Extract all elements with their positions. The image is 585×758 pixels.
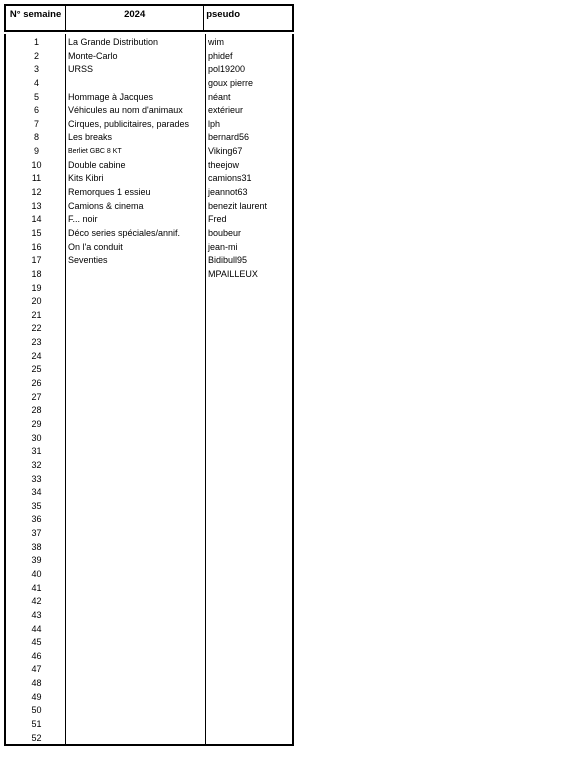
theme-cell	[65, 650, 205, 664]
pseudo-cell	[205, 322, 292, 336]
pseudo-cell	[205, 513, 292, 527]
week-number-cell: 19	[31, 282, 42, 293]
table-row	[6, 159, 292, 173]
pseudo-cell	[205, 568, 292, 582]
theme-cell: Camions & cinema	[68, 200, 144, 211]
week-number-cell: 42	[31, 596, 42, 607]
header-pseudo: pseudo	[206, 9, 240, 20]
week-number-cell: 47	[31, 664, 42, 675]
theme-cell	[65, 609, 205, 623]
column-divider	[65, 34, 66, 744]
week-number-cell: 9	[33, 146, 39, 157]
theme-cell	[65, 336, 205, 350]
week-number-cell: 48	[31, 678, 42, 689]
theme-cell	[65, 473, 205, 487]
theme-cell: Déco series spéciales/annif.	[68, 227, 181, 238]
table-row	[6, 445, 292, 459]
theme-cell	[65, 568, 205, 582]
theme-cell: Kits Kibri	[68, 173, 104, 184]
table-row	[6, 404, 292, 418]
week-number-cell: 49	[31, 691, 42, 702]
week-number-cell: 8	[33, 132, 39, 143]
schedule-table	[4, 4, 294, 746]
pseudo-cell	[205, 718, 292, 732]
pseudo-cell: Viking67	[208, 146, 243, 157]
theme-cell: Cirques, publicitaires, parades	[68, 118, 190, 129]
table-row	[6, 322, 292, 336]
week-number-cell: 10	[31, 159, 42, 170]
theme-cell: Double cabine	[68, 159, 126, 170]
table-row	[6, 295, 292, 309]
week-number-cell: 31	[31, 446, 42, 457]
pseudo-cell	[205, 363, 292, 377]
pseudo-cell	[205, 432, 292, 446]
theme-cell	[65, 404, 205, 418]
week-number-cell: 52	[31, 732, 42, 743]
pseudo-cell: extérieur	[208, 105, 244, 116]
pseudo-cell	[205, 582, 292, 596]
pseudo-cell	[205, 336, 292, 350]
pseudo-cell: jeannot63	[208, 187, 248, 198]
theme-cell: La Grande Distribution	[68, 37, 159, 47]
theme-cell: Remorques 1 essieu	[68, 187, 151, 198]
pseudo-cell: theejow	[208, 159, 240, 170]
table-row	[6, 213, 292, 227]
theme-cell	[65, 77, 205, 91]
pseudo-cell	[205, 732, 292, 746]
table-row	[6, 636, 292, 650]
week-number-cell: 15	[31, 227, 42, 238]
week-number-cell: 25	[31, 364, 42, 375]
table-row	[6, 732, 292, 746]
pseudo-cell	[205, 677, 292, 691]
table-body	[4, 34, 294, 746]
table-row	[6, 582, 292, 596]
pseudo-cell: boubeur	[208, 227, 242, 238]
week-number-cell: 33	[31, 473, 42, 484]
theme-cell	[65, 500, 205, 514]
week-number-cell: 13	[31, 200, 42, 211]
pseudo-cell	[205, 473, 292, 487]
pseudo-cell	[205, 636, 292, 650]
theme-cell	[65, 391, 205, 405]
theme-cell: Berliet GBC 8 KT	[68, 148, 122, 156]
theme-cell	[65, 541, 205, 555]
table-row	[6, 254, 292, 268]
week-number-cell: 22	[31, 323, 42, 334]
week-number-cell: 35	[31, 500, 42, 511]
pseudo-cell: wim	[208, 37, 224, 47]
table-row	[6, 200, 292, 214]
pseudo-cell	[205, 295, 292, 309]
table-row	[6, 677, 292, 691]
table-row	[6, 513, 292, 527]
table-row	[6, 609, 292, 623]
theme-cell	[65, 377, 205, 391]
table-row	[6, 486, 292, 500]
week-number-cell: 45	[31, 637, 42, 648]
theme-cell	[65, 527, 205, 541]
table-row	[6, 704, 292, 718]
theme-cell	[65, 350, 205, 364]
pseudo-cell: lph	[208, 118, 221, 129]
pseudo-cell	[205, 704, 292, 718]
pseudo-cell: Bidibull95	[208, 255, 248, 266]
pseudo-cell	[205, 554, 292, 568]
table-row	[6, 336, 292, 350]
pseudo-cell: MPAILLEUX	[208, 268, 258, 279]
pseudo-cell: goux pierre	[208, 77, 254, 88]
week-number-cell: 46	[31, 650, 42, 661]
table-row	[6, 104, 292, 118]
week-number-cell: 3	[33, 64, 39, 75]
theme-cell: On l'a conduit	[68, 241, 123, 252]
theme-cell: Véhicules au nom d'animaux	[68, 105, 183, 116]
week-number-cell: 44	[31, 623, 42, 634]
theme-cell	[65, 636, 205, 650]
table-row	[6, 473, 292, 487]
week-number-cell: 38	[31, 541, 42, 552]
week-number-cell: 27	[31, 391, 42, 402]
table-row	[6, 172, 292, 186]
table-row	[6, 541, 292, 555]
theme-cell	[65, 663, 205, 677]
theme-cell	[65, 677, 205, 691]
pseudo-cell	[205, 404, 292, 418]
pseudo-cell	[205, 486, 292, 500]
table-row	[6, 77, 292, 91]
pseudo-cell	[205, 650, 292, 664]
pseudo-cell	[205, 418, 292, 432]
table-row	[6, 282, 292, 296]
week-number-cell: 32	[31, 459, 42, 470]
week-number-cell: 41	[31, 582, 42, 593]
table-row	[6, 527, 292, 541]
theme-cell	[65, 691, 205, 705]
pseudo-cell	[205, 623, 292, 637]
table-row	[6, 50, 292, 64]
week-number-cell: 50	[31, 705, 42, 716]
pseudo-cell	[205, 595, 292, 609]
week-number-cell: 36	[31, 514, 42, 525]
pseudo-cell	[205, 459, 292, 473]
table-row	[6, 91, 292, 105]
theme-cell	[65, 554, 205, 568]
pseudo-cell: benezit laurent	[208, 200, 268, 211]
table-row	[6, 500, 292, 514]
pseudo-cell	[205, 691, 292, 705]
theme-cell	[65, 309, 205, 323]
table-row	[6, 459, 292, 473]
week-number-cell: 6	[33, 105, 39, 116]
table-row	[6, 241, 292, 255]
theme-cell	[65, 513, 205, 527]
pseudo-cell	[205, 527, 292, 541]
column-divider	[205, 34, 206, 744]
table-row	[6, 350, 292, 364]
table-row	[6, 432, 292, 446]
table-row	[6, 145, 292, 159]
week-number-cell: 29	[31, 418, 42, 429]
pseudo-cell	[205, 309, 292, 323]
pseudo-cell	[205, 445, 292, 459]
pseudo-cell: jean-mi	[208, 241, 238, 252]
header-year: 2024	[66, 6, 204, 30]
pseudo-cell: néant	[208, 91, 231, 102]
pseudo-cell: pol19200	[208, 64, 246, 75]
pseudo-cell: phidef	[208, 50, 233, 61]
pseudo-cell: bernard56	[208, 132, 250, 143]
table-row	[6, 363, 292, 377]
table-row	[6, 568, 292, 582]
table-row	[6, 554, 292, 568]
theme-cell	[65, 418, 205, 432]
pseudo-cell	[205, 609, 292, 623]
pseudo-cell	[205, 663, 292, 677]
table-row	[6, 377, 292, 391]
theme-cell	[65, 623, 205, 637]
table-row	[6, 691, 292, 705]
table-row	[6, 663, 292, 677]
theme-cell: Les breaks	[68, 132, 113, 143]
theme-cell	[65, 282, 205, 296]
table-row	[6, 418, 292, 432]
header-week-number: N° semaine	[6, 6, 66, 30]
table-row	[6, 718, 292, 732]
table-row	[6, 391, 292, 405]
pseudo-cell	[205, 350, 292, 364]
theme-cell	[65, 595, 205, 609]
week-number-cell: 14	[31, 214, 42, 225]
week-number-cell: 43	[31, 609, 42, 620]
week-number-cell: 39	[31, 555, 42, 566]
theme-cell: Monte-Carlo	[68, 50, 118, 61]
theme-cell	[65, 704, 205, 718]
table-row	[6, 309, 292, 323]
table-header	[4, 4, 294, 32]
week-number-cell: 5	[33, 91, 39, 102]
week-number-cell: 7	[33, 118, 39, 129]
week-number-cell: 40	[31, 568, 42, 579]
pseudo-cell	[205, 391, 292, 405]
week-number-cell: 17	[31, 255, 42, 266]
theme-cell	[65, 363, 205, 377]
week-number-cell: 24	[31, 350, 42, 361]
table-row	[6, 131, 292, 145]
week-number-cell: 1	[33, 37, 39, 47]
pseudo-cell	[205, 282, 292, 296]
theme-cell	[65, 718, 205, 732]
week-number-cell: 11	[31, 173, 42, 184]
week-number-cell: 23	[31, 337, 42, 348]
week-number-cell: 4	[33, 77, 39, 88]
theme-cell	[65, 268, 205, 282]
theme-cell	[65, 445, 205, 459]
theme-cell: URSS	[68, 64, 94, 75]
week-number-cell: 26	[31, 378, 42, 389]
week-number-cell: 37	[31, 528, 42, 539]
theme-cell	[65, 486, 205, 500]
table-row	[6, 186, 292, 200]
theme-cell: Seventies	[68, 255, 108, 266]
week-number-cell: 18	[31, 268, 42, 279]
pseudo-cell	[205, 377, 292, 391]
theme-cell	[65, 732, 205, 746]
theme-cell	[65, 459, 205, 473]
week-number-cell: 28	[31, 405, 42, 416]
theme-cell: F... noir	[68, 214, 98, 225]
table-row	[6, 595, 292, 609]
theme-cell: Hommage à Jacques	[68, 91, 154, 102]
theme-cell	[65, 582, 205, 596]
table-row	[6, 227, 292, 241]
week-number-cell: 34	[31, 487, 42, 498]
week-number-cell: 30	[31, 432, 42, 443]
pseudo-cell	[205, 541, 292, 555]
week-number-cell: 20	[31, 296, 42, 307]
theme-cell	[65, 295, 205, 309]
pseudo-cell: camions31	[208, 173, 252, 184]
table-row	[6, 268, 292, 282]
theme-cell	[65, 322, 205, 336]
week-number-cell: 51	[31, 719, 42, 730]
week-number-cell: 12	[31, 187, 42, 198]
theme-cell	[65, 432, 205, 446]
week-number-cell: 2	[33, 50, 39, 61]
week-number-cell: 16	[31, 241, 42, 252]
table-row	[6, 118, 292, 132]
table-row	[6, 650, 292, 664]
pseudo-cell: Fred	[208, 214, 227, 225]
table-row	[6, 623, 292, 637]
table-row	[6, 63, 292, 77]
table-row	[6, 36, 292, 50]
week-number-cell: 21	[31, 309, 42, 320]
pseudo-cell	[205, 500, 292, 514]
